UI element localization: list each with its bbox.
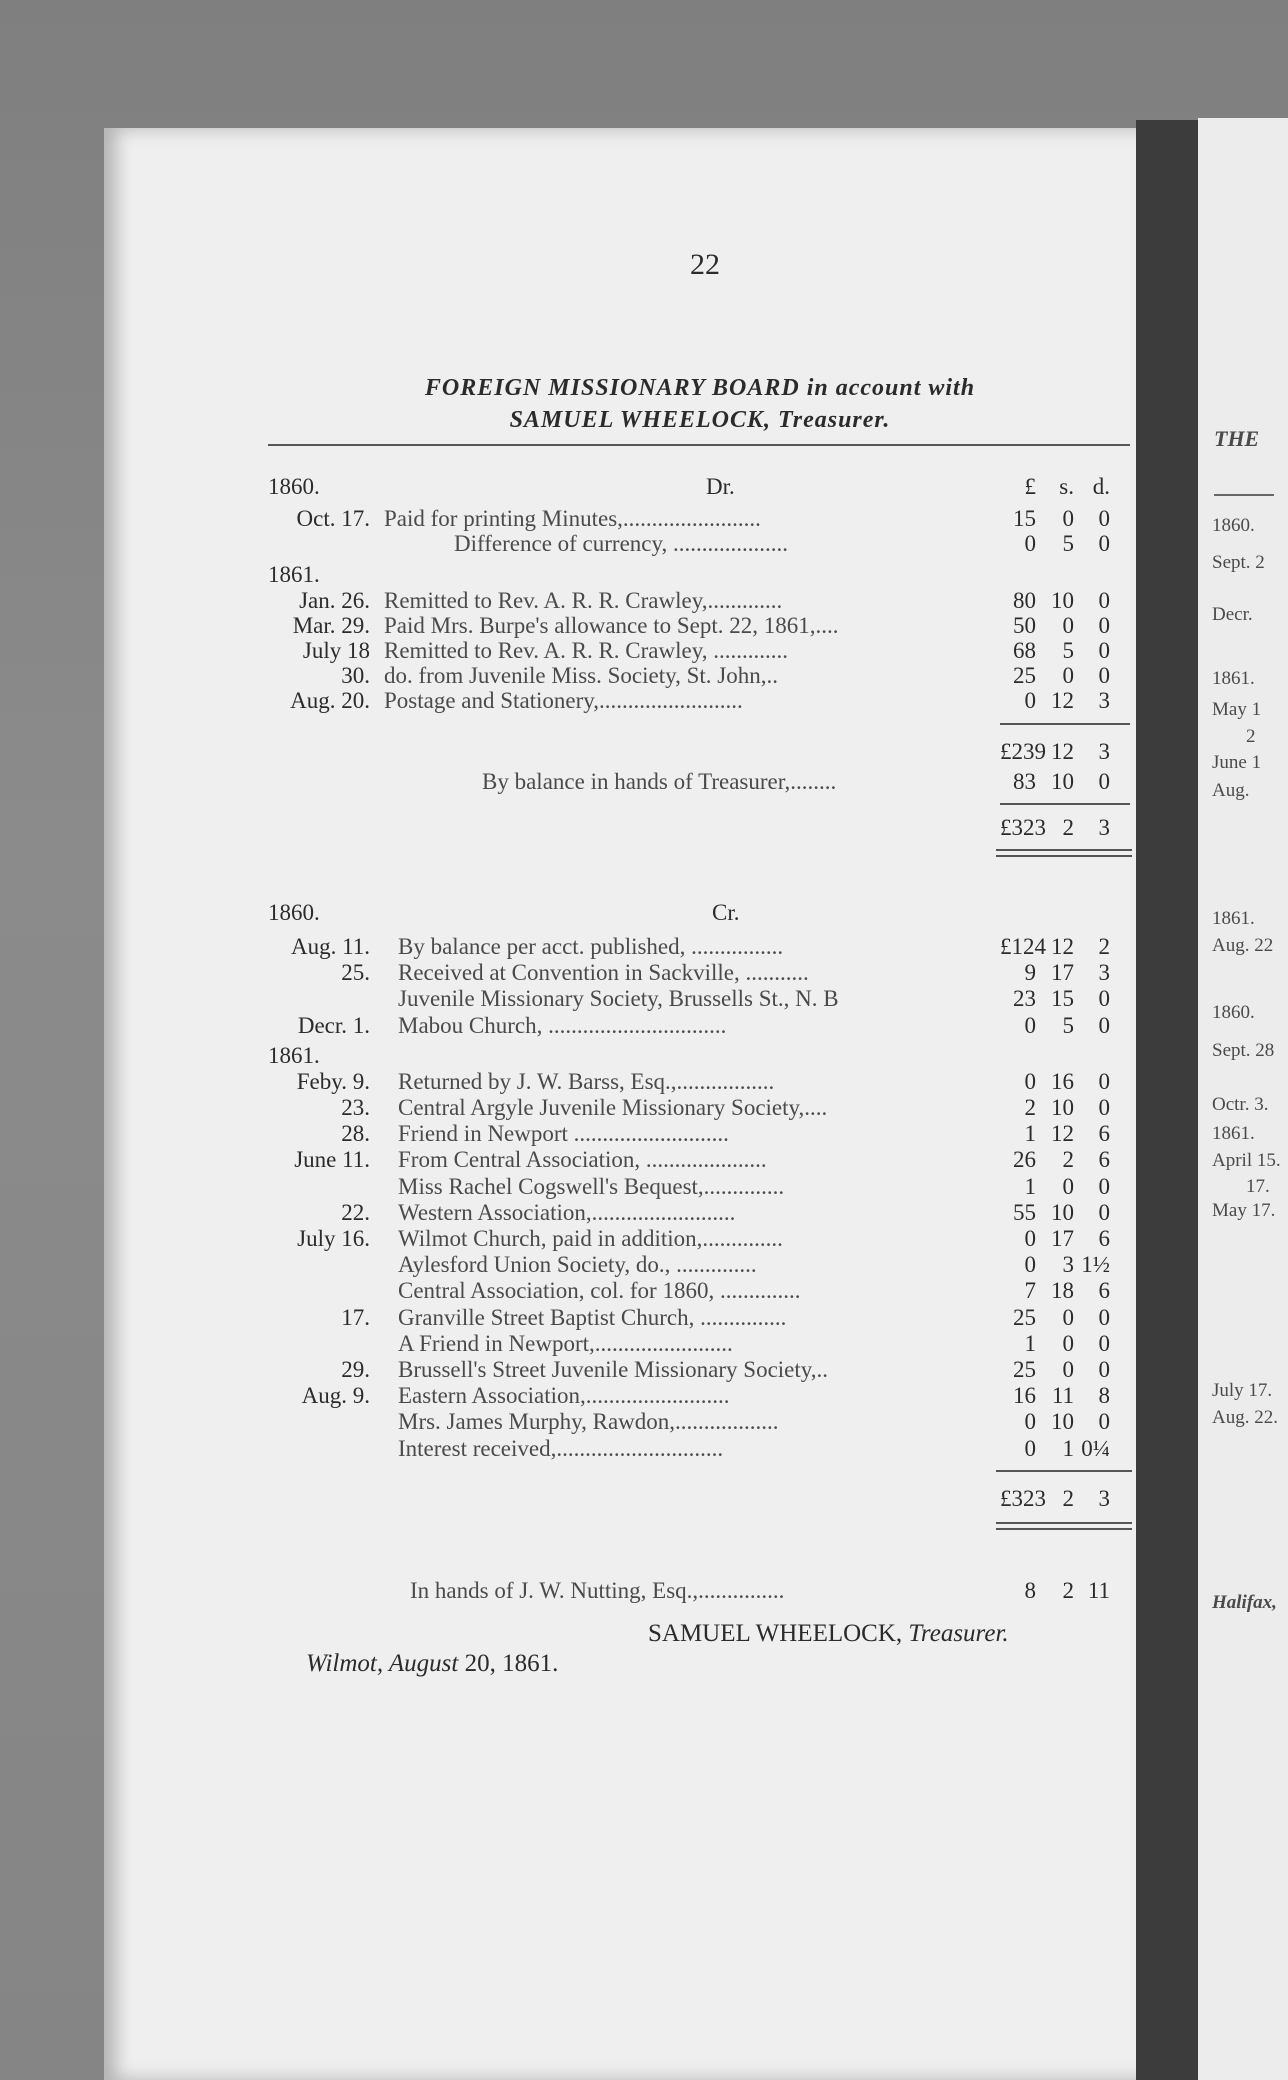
facing-line: Sept. 28 (1212, 1040, 1275, 1061)
credit-entry-shillings: 0 (1062, 1330, 1074, 1356)
credit-entry-pence: 0 (1098, 1068, 1110, 1094)
debit-entry-shillings: 0 (1062, 506, 1074, 531)
credit-entry-pounds: 0 (1024, 1012, 1036, 1038)
credit-entry-description: Eastern Association,......................... (398, 1383, 730, 1409)
facing-title: THE (1214, 426, 1260, 451)
credit-entry-pence: 1½ (1081, 1252, 1110, 1278)
nutting-description: In hands of J. W. Nutting, Esq.,............... (410, 1577, 785, 1603)
shillings-header: s. (1059, 474, 1074, 499)
credit-entry-pounds: 0 (1024, 1226, 1036, 1251)
heading-line-2: SAMUEL WHEELOCK, Treasurer. (509, 407, 891, 433)
credit-entry-shillings: 17 (1051, 960, 1074, 986)
debit-entry-description: Postage and Stationery,......................... (384, 688, 743, 713)
pence-header: d. (1092, 474, 1110, 499)
credit-entry-pence: 3 (1098, 960, 1110, 986)
facing-line: 1860. (1212, 1002, 1255, 1023)
nutting-pence: 11 (1087, 1577, 1110, 1603)
credit-entry-shillings: 10 (1051, 1409, 1074, 1435)
facing-line: Halifax, (1212, 1592, 1277, 1613)
debit-entry-date: Aug. 20. (290, 688, 370, 713)
credit-entry-shillings: 15 (1051, 986, 1074, 1012)
facing-line: Decr. (1212, 604, 1253, 625)
credit-total-rule-top (996, 1470, 1132, 1472)
credit-entry-pence: 0 (1098, 1173, 1110, 1199)
debit-entry-shillings: 0 (1062, 663, 1074, 688)
debit-total-rule-top (1000, 803, 1130, 805)
credit-entry-description: Returned by J. W. Barss, Esq.,................. (398, 1068, 775, 1094)
facing-line: 1860. (1212, 515, 1255, 536)
date: 20, 1861. (464, 1650, 559, 1677)
credit-entry-date: 17. (341, 1304, 370, 1330)
facing-page (1198, 118, 1288, 2080)
facing-line: Aug. 22 (1212, 935, 1274, 956)
debit-subtotal-pence: 3 (1098, 739, 1110, 764)
credit-entry-date: June 11. (294, 1147, 370, 1173)
credit-entry-date: July 16. (297, 1226, 370, 1251)
credit-total-rule-2 (996, 1528, 1132, 1530)
facing-line: 1861. (1212, 668, 1255, 689)
credit-entry-pence: 0 (1098, 1330, 1110, 1356)
debit-entry-pence: 0 (1098, 638, 1110, 663)
credit-entry-pounds: 23 (1013, 986, 1036, 1012)
debit-total-rule-2 (996, 855, 1132, 857)
credit-entry-shillings: 12 (1051, 934, 1074, 959)
pounds-header: £ (1024, 474, 1036, 499)
facing-line: 17. (1246, 1176, 1270, 1197)
credit-year: 1860. (268, 900, 320, 925)
credit-entry-shillings: 11 (1051, 1383, 1074, 1409)
credit-entry-pence: 0 (1098, 1012, 1110, 1038)
credit-entry-pounds: 1 (1024, 1173, 1036, 1199)
credit-entry-description: Friend in Newport ........................... (398, 1121, 729, 1147)
credit-entry-shillings: 0 (1062, 1304, 1074, 1330)
credit-entry-date: 25. (341, 960, 370, 986)
debit-entry-pounds: 50 (1013, 613, 1036, 638)
credit-entry-pence: 6 (1098, 1121, 1110, 1147)
debit-entry-pence: 0 (1098, 506, 1110, 531)
credit-entry-pounds: 1 (1024, 1330, 1036, 1356)
debit-entry-pounds: 25 (1013, 663, 1036, 688)
credit-entry-pounds: 25 (1013, 1357, 1036, 1382)
facing-line: Aug. (1212, 780, 1250, 801)
debit-entry-shillings: 12 (1051, 688, 1074, 713)
debit-entry-description: Difference of currency, .................... (454, 531, 789, 556)
credit-entry-pounds: 55 (1013, 1199, 1036, 1225)
credit-entry-pounds: 2 (1024, 1095, 1036, 1120)
credit-entry-shillings: 16 (1051, 1068, 1074, 1094)
credit-total-rule-1 (996, 1522, 1132, 1524)
facing-line: May 1 (1212, 699, 1262, 720)
credit-entry-pounds: 0 (1024, 1068, 1036, 1094)
credit-entry-pence: 0 (1098, 1357, 1110, 1382)
debit-entry-shillings: 5 (1062, 531, 1074, 556)
credit-entry-description: Western Association,......................... (398, 1199, 736, 1225)
credit-entry-pounds: 25 (1013, 1304, 1036, 1330)
credit-entry-date: Feby. 9. (296, 1068, 370, 1094)
facing-line: Octr. 3. (1212, 1094, 1269, 1115)
debit-entry-shillings: 5 (1062, 638, 1074, 663)
credit-entry-pounds: 1 (1024, 1121, 1036, 1147)
credit-entry-pounds: £124 (1000, 934, 1046, 959)
debit-entry-shillings: 0 (1062, 613, 1074, 638)
facing-rule (1214, 494, 1274, 496)
credit-entry-description: Central Association, col. for 1860, .............. (398, 1278, 801, 1304)
debit-balance-pence: 0 (1098, 769, 1110, 794)
credit-entry-date: Aug. 11. (290, 934, 370, 959)
credit-entry-pence: 6 (1098, 1278, 1110, 1304)
credit-entry-pence: 6 (1098, 1226, 1110, 1251)
credit-entry-shillings: 18 (1051, 1278, 1074, 1304)
credit-entry-shillings: 5 (1062, 1012, 1074, 1038)
debit-entry-description: do. from Juvenile Miss. Society, St. John,.. (384, 663, 778, 688)
place: Wilmot, August (306, 1650, 459, 1677)
debit-entry-description: Paid Mrs. Burpe's allowance to Sept. 22, 1861,.... (384, 613, 839, 638)
facing-line: Aug. 22. (1212, 1407, 1278, 1428)
credit-entry-shillings: 10 (1051, 1199, 1074, 1225)
credit-entry-description: By balance per acct. published, ................ (398, 934, 784, 959)
credit-entry-pounds: 9 (1024, 960, 1036, 986)
credit-entry-description: Miss Rachel Cogswell's Bequest,.............. (398, 1173, 785, 1199)
debit-balance-shillings: 10 (1051, 769, 1074, 794)
debit-year-heading: 1861. (268, 562, 320, 587)
credit-entry-pence: 0 (1098, 1095, 1110, 1120)
book-gutter (1136, 120, 1206, 2080)
debit-entry-pence: 0 (1098, 663, 1110, 688)
credit-entry-date: Aug. 9. (301, 1383, 370, 1409)
signature-title: Treasurer. (908, 1620, 1009, 1647)
credit-entry-pounds: 0 (1024, 1252, 1036, 1278)
credit-entry-pounds: 0 (1024, 1435, 1036, 1461)
debit-entry-description: Paid for printing Minutes,........................ (384, 506, 761, 531)
debit-entry-pence: 0 (1098, 588, 1110, 613)
facing-line: 2 (1246, 726, 1256, 747)
debit-entry-description: Remitted to Rev. A. R. R. Crawley, ............. (384, 638, 788, 663)
credit-entry-pence: 0 (1098, 1304, 1110, 1330)
debit-total-rule-1 (996, 849, 1132, 851)
debit-entry-date: July 18 (302, 638, 370, 663)
credit-entry-description: Juvenile Missionary Society, Brussells St., N. B (398, 986, 839, 1012)
facing-line: June 1 (1212, 752, 1262, 773)
debit-entry-pounds: 15 (1013, 506, 1036, 531)
credit-entry-description: Brussell's Street Juvenile Missionary Society,.. (398, 1357, 829, 1382)
credit-total-shillings: 2 (1062, 1485, 1074, 1511)
debit-entry-pounds: 68 (1013, 638, 1036, 663)
credit-entry-date: 29. (341, 1357, 370, 1382)
page-number: 22 (690, 248, 720, 281)
debit-entry-shillings: 10 (1051, 588, 1074, 613)
credit-entry-description: Central Argyle Juvenile Missionary Society,.... (398, 1095, 828, 1120)
credit-entry-description: Interest received,............................. (398, 1435, 724, 1461)
credit-entry-pounds: 7 (1024, 1278, 1036, 1304)
debit-label: Dr. (706, 474, 735, 499)
heading-line-1: FOREIGN MISSIONARY BOARD in account with (424, 375, 976, 401)
debit-total-shillings: 2 (1062, 815, 1074, 840)
credit-entry-shillings: 17 (1051, 1226, 1074, 1251)
credit-entry-shillings: 12 (1051, 1121, 1074, 1147)
debit-balance-description: By balance in hands of Treasurer,........ (482, 769, 837, 794)
credit-entry-pounds: 0 (1024, 1409, 1036, 1435)
debit-balance-pounds: 83 (1013, 769, 1036, 794)
debit-subtotal-shillings: 12 (1051, 739, 1074, 764)
credit-entry-date: 28. (341, 1121, 370, 1147)
debit-entry-pence: 3 (1098, 688, 1110, 713)
debit-entry-description: Remitted to Rev. A. R. R. Crawley,............. (384, 588, 783, 613)
signature (648, 1620, 1009, 1648)
debit-entry-date: 30. (341, 663, 370, 688)
place-date (306, 1650, 558, 1678)
credit-entry-shillings: 1 (1062, 1435, 1074, 1461)
debit-entry-date: Oct. 17. (296, 506, 370, 531)
facing-line: 1861. (1212, 908, 1255, 929)
credit-entry-date: 22. (341, 1199, 370, 1225)
signature-name: SAMUEL WHEELOCK, (648, 1620, 903, 1647)
debit-entry-pounds: 0 (1024, 688, 1036, 713)
nutting-shillings: 2 (1062, 1577, 1074, 1603)
debit-year: 1860. (268, 474, 320, 499)
credit-total-pounds: £323 (1000, 1485, 1046, 1511)
credit-entry-description: Mrs. James Murphy, Rawdon,.................. (398, 1409, 779, 1435)
credit-entry-description: Wilmot Church, paid in addition,.............. (398, 1226, 783, 1251)
credit-entry-shillings: 3 (1062, 1252, 1074, 1278)
credit-entry-pounds: 26 (1013, 1147, 1036, 1173)
credit-entry-pence: 0 (1098, 1199, 1110, 1225)
credit-entry-pounds: 16 (1013, 1383, 1036, 1409)
facing-line: 1861. (1212, 1123, 1255, 1144)
credit-entry-pence: 0¼ (1081, 1435, 1110, 1461)
facing-line: July 17. (1212, 1380, 1273, 1401)
credit-entry-description: A Friend in Newport,........................ (398, 1330, 733, 1356)
credit-entry-date: Decr. 1. (297, 1012, 370, 1038)
facing-line: May 17. (1212, 1200, 1276, 1221)
debit-subtotal-pounds: £239 (1000, 739, 1046, 764)
credit-entry-pence: 0 (1098, 1409, 1110, 1435)
credit-entry-shillings: 2 (1062, 1147, 1074, 1173)
credit-entry-shillings: 0 (1062, 1357, 1074, 1382)
credit-label: Cr. (712, 900, 740, 925)
debit-total-pence: 3 (1098, 815, 1110, 840)
credit-entry-date: 23. (341, 1095, 370, 1120)
facing-line: April 15. (1212, 1150, 1281, 1171)
debit-entry-pence: 0 (1098, 613, 1110, 638)
debit-total-pounds: £323 (1000, 815, 1046, 840)
nutting-pounds: 8 (1024, 1577, 1036, 1603)
credit-entry-description: Aylesford Union Society, do., .............. (398, 1252, 757, 1278)
heading-rule (268, 444, 1130, 446)
credit-entry-description: Granville Street Baptist Church, ............... (398, 1304, 787, 1330)
debit-entry-pounds: 80 (1013, 588, 1036, 613)
debit-subtotal-rule (1000, 723, 1130, 725)
debit-entry-pence: 0 (1098, 531, 1110, 556)
credit-entry-description: Mabou Church, ............................... (398, 1012, 727, 1038)
debit-entry-date: Jan. 26. (299, 588, 370, 613)
credit-entry-description: From Central Association, ..................... (398, 1147, 767, 1173)
debit-entry-pounds: 0 (1024, 531, 1036, 556)
debit-entry-date: Mar. 29. (292, 613, 370, 638)
credit-entry-pence: 0 (1098, 986, 1110, 1012)
credit-entry-shillings: 0 (1062, 1173, 1074, 1199)
credit-year-heading: 1861. (268, 1042, 320, 1068)
credit-entry-pence: 8 (1098, 1383, 1110, 1409)
credit-total-pence: 3 (1098, 1485, 1110, 1511)
credit-entry-description: Received at Convention in Sackville, ........... (398, 960, 809, 986)
credit-entry-pence: 2 (1098, 934, 1110, 959)
credit-entry-shillings: 10 (1051, 1095, 1074, 1120)
credit-entry-pence: 6 (1098, 1147, 1110, 1173)
facing-line: Sept. 2 (1212, 552, 1265, 573)
